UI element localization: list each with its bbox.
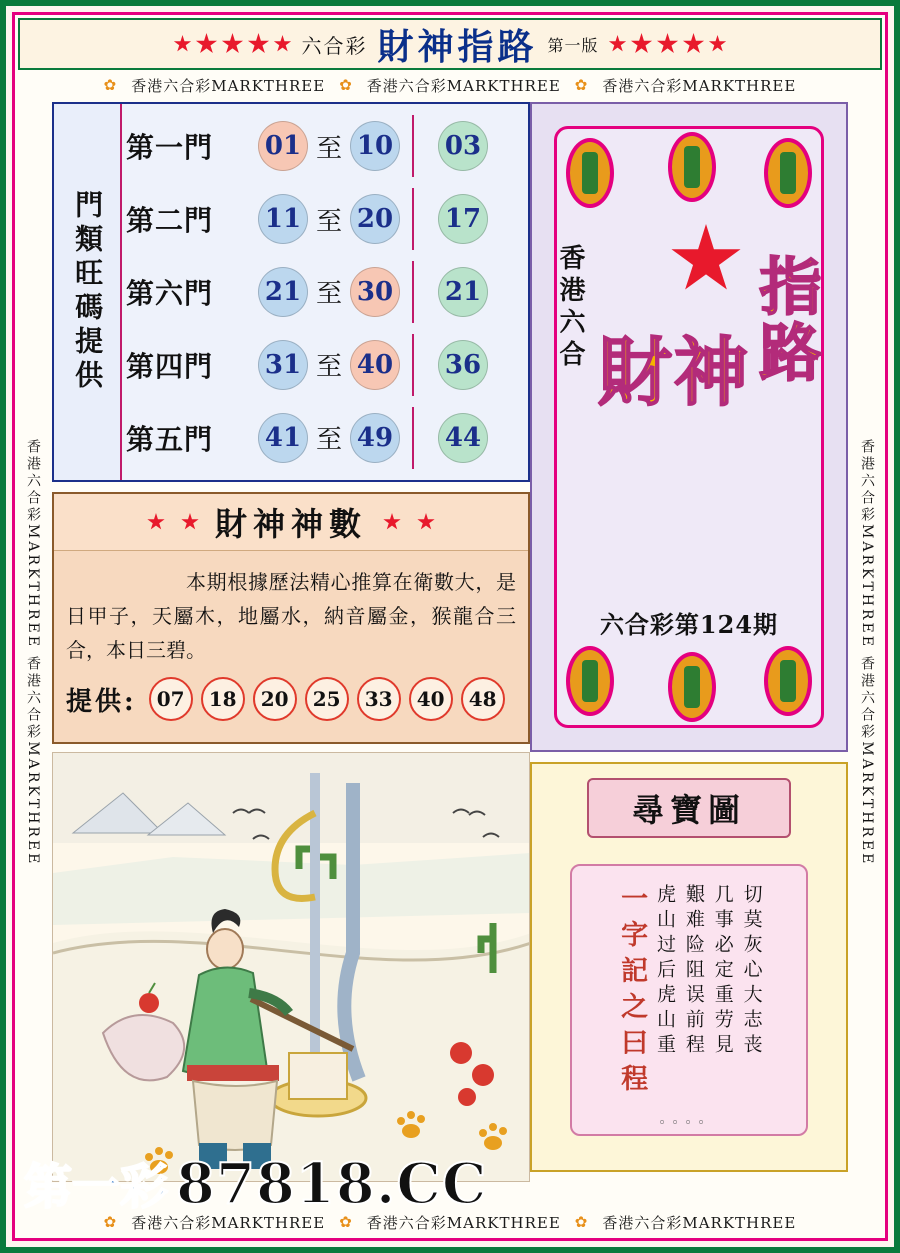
scroll-column-4: 虎山过后虎山重	[653, 884, 676, 1059]
gate-name: 第六門	[126, 276, 214, 310]
content-area	[52, 102, 848, 1205]
star-icon	[181, 513, 199, 531]
divider	[412, 188, 414, 250]
shenshu-number: 07	[149, 677, 193, 721]
star-icon	[147, 513, 165, 531]
table-row	[126, 407, 524, 469]
footer-watermark	[24, 1148, 487, 1217]
scroll-main-phrase: 一字記之曰程	[616, 884, 648, 1100]
clover-icon: ✿	[103, 1213, 118, 1231]
gate-name: 第一門	[126, 131, 214, 165]
gate-to-ball: 20	[350, 194, 400, 244]
gate-name: 第二門	[126, 204, 214, 238]
star-icon	[273, 35, 291, 53]
shenshu-number: 33	[357, 677, 401, 721]
left-side-rail	[18, 98, 48, 1207]
scroll-graphic	[570, 864, 808, 1136]
gate-to-ball: 30	[350, 267, 400, 317]
gate-number-table	[52, 102, 530, 482]
right-rail-text: 香港六合彩MARKTHREE 香港六合彩MARKTHREE	[859, 438, 875, 867]
star-icon	[631, 33, 653, 55]
edition-label: 第一版	[547, 35, 599, 55]
gate-result-ball: 36	[438, 340, 488, 390]
star-icon	[657, 33, 679, 55]
star-icon	[173, 35, 191, 53]
provide-label: 提供:	[66, 686, 137, 717]
title-subtitle: 六合彩	[301, 33, 368, 58]
gem-icon	[668, 132, 716, 202]
band-text: 香港六合彩MARKTHREE	[602, 1213, 797, 1232]
top-marquee-band	[18, 72, 882, 98]
gate-to-ball: 49	[350, 413, 400, 463]
gate-from-ball: 11	[258, 194, 308, 244]
shenshu-number: 18	[201, 677, 245, 721]
star-icon	[383, 513, 401, 531]
gem-icon	[764, 646, 812, 716]
right-column	[530, 102, 848, 1172]
treasure-map-panel	[530, 762, 848, 1172]
star-icon	[221, 33, 243, 55]
poster-title-right: 指路	[749, 254, 822, 386]
watermark-domain: 87818.CC	[176, 1151, 488, 1217]
gate-result	[426, 121, 500, 171]
scroll-column-2: 几事必定重劳見	[711, 884, 734, 1059]
band-text: 香港六合彩MARKTHREE	[366, 1213, 561, 1232]
shenshu-number: 20	[253, 677, 297, 721]
poster-panel	[530, 102, 848, 752]
shenshu-number: 25	[305, 677, 349, 721]
scroll-columns	[586, 884, 792, 1108]
gem-icon	[566, 138, 614, 208]
star-icon	[247, 33, 269, 55]
band-text: 香港六合彩MARKTHREE	[602, 76, 797, 95]
divider	[412, 115, 414, 177]
shenshu-paragraph-text: 本期根據歷法精心推算在衛數大，是日甲子，天屬木，地屬水，納音屬金，猴龍合三合，本日三碧。	[66, 570, 516, 662]
star-icon	[609, 35, 627, 53]
gate-result-ball: 44	[438, 413, 488, 463]
table-row	[126, 334, 524, 396]
scroll-column-1: 切莫灰心大志丧	[740, 884, 763, 1059]
gate-name: 第四門	[126, 349, 214, 383]
page-title: 財神指路	[377, 25, 538, 68]
illustration-panel	[52, 752, 530, 1182]
gate-result	[426, 340, 500, 390]
issue-label: 六合彩第124期	[599, 610, 779, 639]
gate-result	[426, 413, 500, 463]
gem-icon	[764, 138, 812, 208]
title-bar	[18, 18, 882, 70]
shenshu-number: 40	[409, 677, 453, 721]
left-column	[52, 102, 530, 1182]
gem-icon	[566, 646, 614, 716]
band-text: 香港六合彩MARKTHREE	[131, 1213, 326, 1232]
table-row	[126, 261, 524, 323]
gate-zhi-label: 至	[315, 206, 342, 237]
gem-icon	[668, 652, 716, 722]
clover-icon: ✿	[574, 1213, 589, 1231]
watermark-brand: 第一彩	[24, 1159, 169, 1215]
gate-from-ball: 31	[258, 340, 308, 390]
star-icon	[195, 33, 217, 55]
gate-to-ball: 10	[350, 121, 400, 171]
gate-from-ball: 01	[258, 121, 308, 171]
star-icon	[709, 35, 727, 53]
gate-zhi-label: 至	[315, 352, 342, 383]
divider	[412, 261, 414, 323]
clover-icon: ✿	[103, 76, 118, 94]
gate-result	[426, 194, 500, 244]
star-icon	[417, 513, 435, 531]
table-row	[126, 115, 524, 177]
gate-zhi-label: 至	[315, 425, 342, 456]
gate-name: 第五門	[126, 422, 214, 456]
gate-side-text: 門類旺碼提供	[71, 190, 105, 394]
clover-icon: ✿	[339, 1213, 353, 1231]
gate-rows	[122, 104, 528, 480]
gate-result-ball: 21	[438, 267, 488, 317]
divider	[412, 407, 414, 469]
band-text: 香港六合彩MARKTHREE	[131, 76, 326, 95]
gate-to-ball: 40	[350, 340, 400, 390]
gate-from-ball: 41	[258, 413, 308, 463]
band-text: 香港六合彩MARKTHREE	[366, 76, 561, 95]
shenshu-panel	[52, 492, 530, 744]
gate-zhi-label: 至	[315, 279, 342, 310]
gate-from-ball: 21	[258, 267, 308, 317]
divider	[412, 334, 414, 396]
clover-icon: ✿	[339, 76, 353, 94]
gate-result-ball: 03	[438, 121, 488, 171]
gate-table-side-label	[54, 104, 122, 480]
right-side-rail	[852, 98, 882, 1207]
illustration-drawing	[53, 753, 530, 1182]
stars-left	[173, 33, 291, 55]
clover-icon: ✿	[574, 76, 589, 94]
gate-result-ball: 17	[438, 194, 488, 244]
scroll-dots: 。。。。	[659, 1111, 719, 1127]
gate-zhi-label: 至	[315, 133, 342, 164]
poster-title-left: 財神	[598, 330, 750, 416]
shenshu-header	[54, 494, 528, 551]
stars-right	[609, 33, 727, 55]
shenshu-number: 48	[461, 677, 505, 721]
shenshu-paragraph	[54, 551, 528, 673]
star-icon	[683, 33, 705, 55]
shenshu-numbers-row	[54, 673, 528, 725]
table-row	[126, 188, 524, 250]
treasure-title: 尋寶圖	[587, 778, 791, 838]
shenshu-title: 財神神數	[214, 505, 367, 543]
gate-result	[426, 267, 500, 317]
left-rail-text: 香港六合彩MARKTHREE 香港六合彩MARKTHREE	[25, 438, 41, 867]
scroll-column-3: 艱难险阻误前程	[682, 884, 705, 1059]
poster-vertical-label: 香港六合	[555, 244, 585, 372]
